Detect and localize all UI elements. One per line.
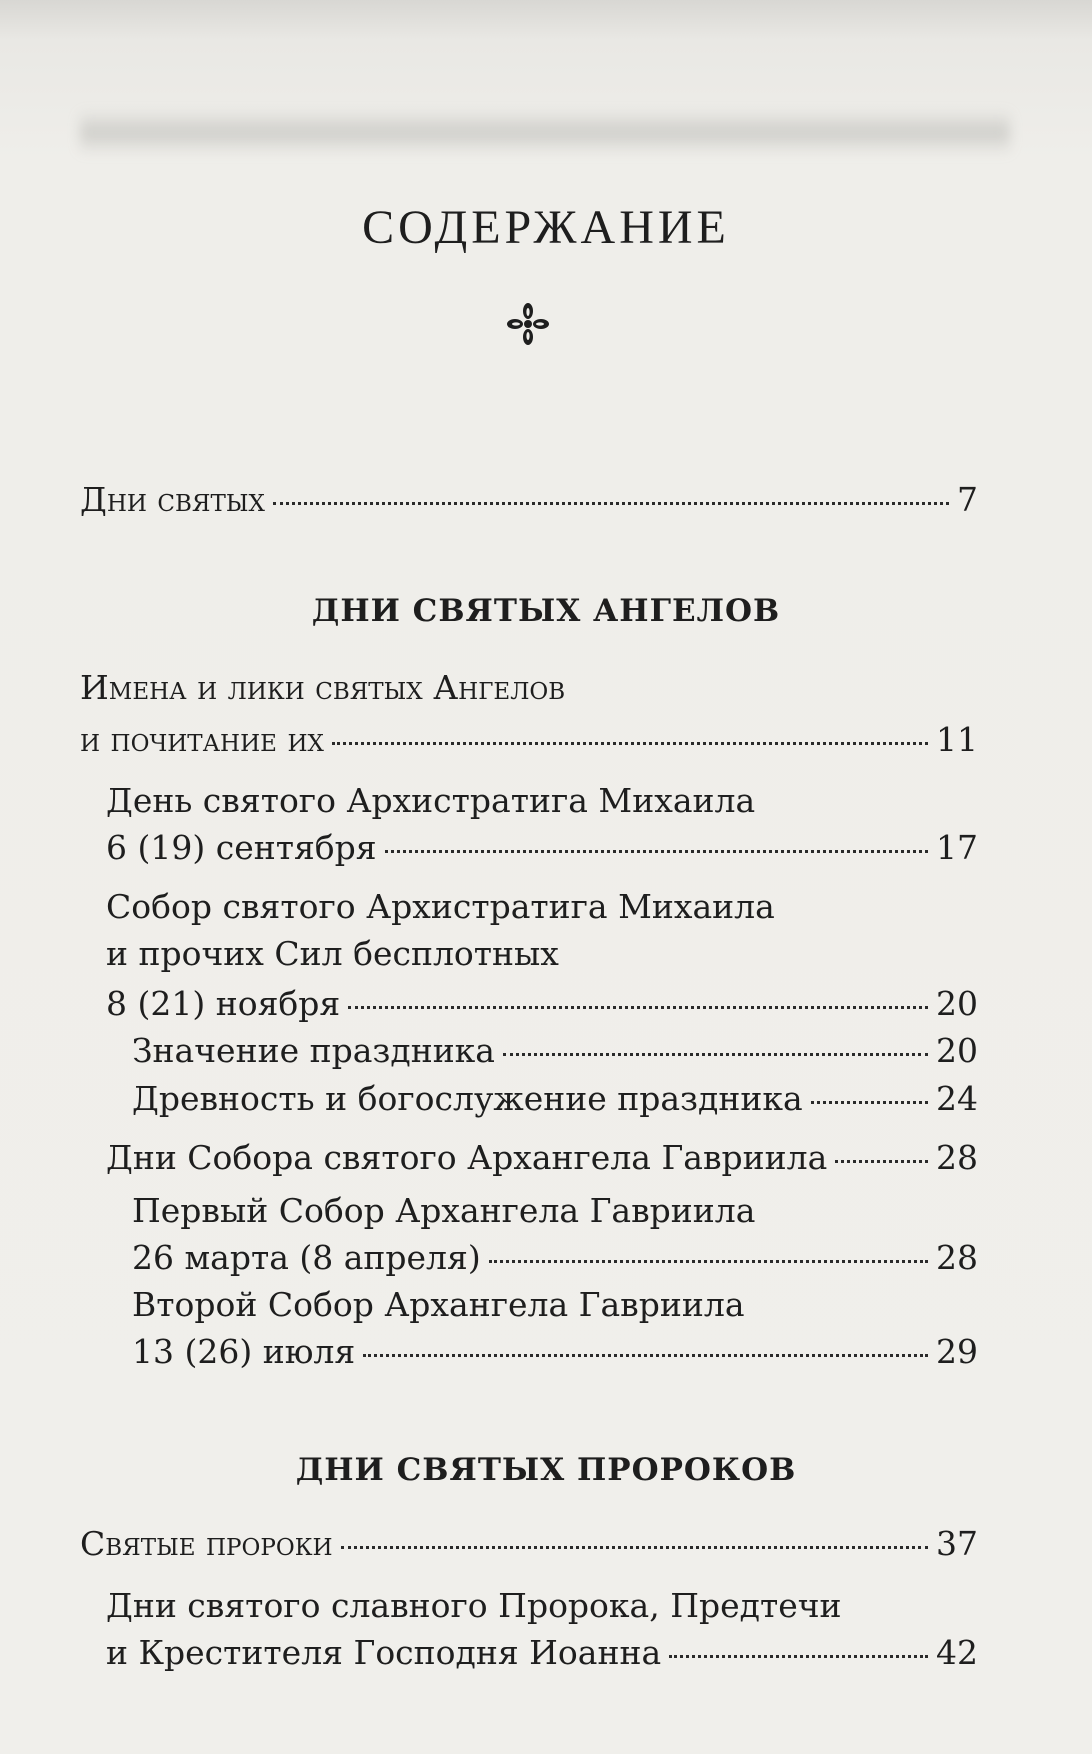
dot-leader (332, 742, 928, 745)
page-number: 24 (936, 1079, 978, 1118)
dot-leader (835, 1160, 928, 1163)
toc-entry-mihail (106, 828, 978, 867)
entry-label: и Крестителя Господня Иоанна (106, 1633, 662, 1672)
toc-entry-perviy (132, 1238, 978, 1277)
dot-leader (385, 850, 928, 853)
entry-label: и почитание их (80, 720, 324, 759)
entry-line: Имена и лики святых Ангелов (80, 668, 566, 707)
toc-entry-vtoroy (132, 1332, 978, 1371)
dot-leader (489, 1260, 928, 1263)
section-heading-angels: ДНИ СВЯТЫХ АНГЕЛОВ (311, 593, 781, 629)
entry-line: Второй Собор Архангела Гавриила (132, 1285, 745, 1324)
toc-entry-proroki (80, 1524, 978, 1563)
entry-label: Древность и богослужение праздника (132, 1079, 803, 1118)
entry-label: 6 (19) сентября (106, 828, 377, 867)
entry-label: Дни святых (80, 480, 265, 519)
toc-entry-gavriil (106, 1138, 978, 1177)
page-number: 11 (936, 720, 978, 759)
page-number: 28 (936, 1138, 978, 1177)
toc-entry-sobor (106, 984, 978, 1023)
page-number: 29 (936, 1332, 978, 1371)
page-number: 20 (936, 1031, 978, 1070)
page-number: 28 (936, 1238, 978, 1277)
section-heading-prophets: ДНИ СВЯТЫХ ПРОРОКОВ (295, 1452, 797, 1488)
page-title: СОДЕРЖАНИЕ (362, 201, 730, 254)
entry-label: Святые пророки (80, 1524, 333, 1563)
toc-entry-ioann (106, 1633, 978, 1672)
entry-label: 8 (21) ноября (106, 984, 341, 1023)
entry-label: 13 (26) июля (132, 1332, 356, 1371)
dot-leader (273, 502, 949, 505)
entry-label: Значение праздника (132, 1031, 495, 1070)
page-number: 20 (936, 984, 978, 1023)
entry-line: Первый Собор Архангела Гавриила (132, 1191, 756, 1230)
entry-line: Дни святого славного Пророка, Предтечи (106, 1586, 842, 1625)
toc-entry-znachenie (132, 1031, 978, 1070)
dot-leader (811, 1101, 928, 1104)
dot-leader (503, 1053, 928, 1056)
toc-entry-drevnost (132, 1079, 978, 1118)
entry-line: День святого Архистратига Михаила (106, 781, 756, 820)
dot-leader (348, 1006, 928, 1009)
page-number: 42 (936, 1633, 978, 1672)
bleed-through-shadow (80, 110, 1010, 155)
dot-leader (363, 1354, 928, 1357)
dot-leader (341, 1546, 928, 1549)
entry-label: Дни Собора святого Архангела Гавриила (106, 1138, 828, 1177)
page-number: 37 (936, 1524, 978, 1563)
entry-label: 26 марта (8 апреля) (132, 1238, 481, 1277)
page-number: 17 (936, 828, 978, 867)
toc-entry-imena (80, 720, 978, 759)
dot-leader (669, 1655, 928, 1658)
fleuron-icon (506, 302, 550, 346)
page-number: 7 (957, 480, 978, 519)
entry-line: и прочих Сил бесплотных (106, 934, 559, 973)
toc-entry-dni-svyatyh (80, 480, 978, 519)
entry-line: Собор святого Архистратига Михаила (106, 887, 775, 926)
